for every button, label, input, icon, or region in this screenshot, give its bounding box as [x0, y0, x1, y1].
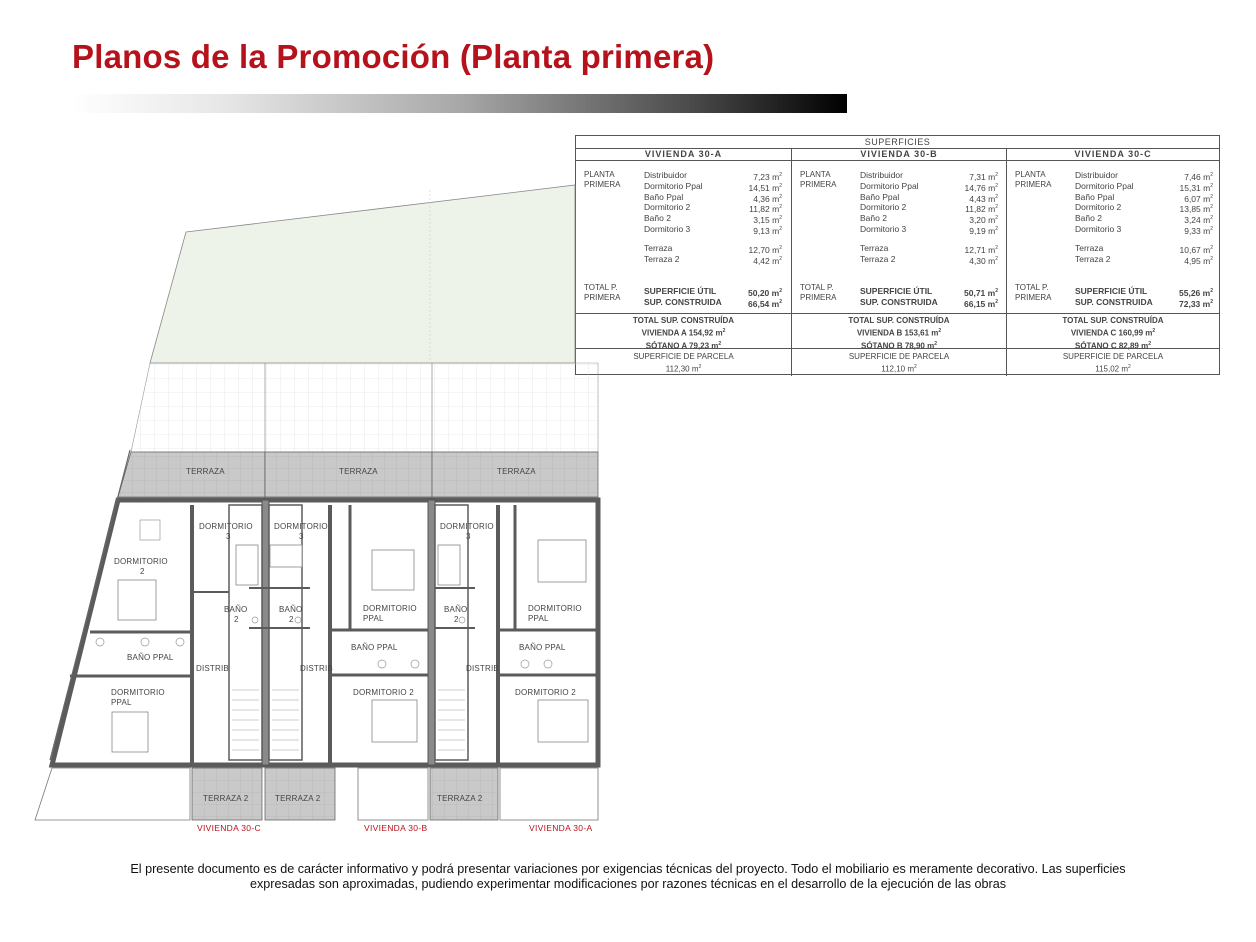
vivienda-c-label: VIVIENDA 30-C [197, 823, 261, 833]
column-title: VIVIENDA 30-B [792, 148, 1006, 161]
parcela-box: SUPERFICIE DE PARCELA 115,02 $m^2$ [1062, 352, 1164, 374]
room-row: Dormitorio 3 9,13 $m^2$ [644, 223, 782, 236]
room-label: PPAL [528, 614, 549, 623]
terraza-label: TERRAZA [339, 467, 378, 476]
room-label: DISTRIB [466, 664, 499, 673]
planta-label: PLANTA PRIMERA [1015, 170, 1052, 189]
garden-area [150, 185, 575, 363]
sums: SUPERFICIE ÚTIL 50,71 $m^2$ SUP. CONSTRUIDA 66,15 $m^2$ [860, 286, 998, 309]
page-title: Planos de la Promoción (Planta primera) [72, 38, 715, 75]
column-title: VIVIENDA 30-C [1007, 148, 1219, 161]
parcela-box: SUPERFICIE DE PARCELA 112,10 $m^2$ [848, 352, 950, 374]
room-label: PPAL [111, 698, 132, 707]
room-label: BAÑO PPAL [127, 653, 174, 662]
room-label: DORMITORIO [114, 557, 168, 566]
total-construida-box: TOTAL SUP. CONSTRUÍDA VIVIENDA A 154,92 $m^2$ SÓTANO A 79,23 $m^2$ [576, 313, 791, 349]
room-label: BAÑO PPAL [351, 643, 398, 652]
room-label: 2 [454, 615, 459, 624]
room-label: 2 [140, 567, 145, 576]
disclaimer-line-2: expresadas son aproximadas, pudiendo experimentar modificaciones por razones técnicas en el desarrollo de la ejecución de las obras [249, 877, 1007, 891]
room-label: DORMITORIO [274, 522, 328, 531]
room-label: 3 [466, 532, 471, 541]
room-row: Baño Ppal 4,36 $m^2$ [644, 191, 782, 204]
terrace-row: Terraza 12,70 $m^2$ [644, 242, 782, 255]
total-label: TOTAL P. PRIMERA [1015, 283, 1052, 302]
room-row: Dormitorio Ppal 15,31 $m^2$ [1075, 180, 1213, 193]
planta-label: PLANTA PRIMERA [584, 170, 621, 189]
room-row: Dormitorio Ppal 14,51 $m^2$ [644, 180, 782, 193]
terrace-row: Terraza 2 4,95 $m^2$ [1075, 253, 1213, 266]
total-label: TOTAL P. PRIMERA [584, 283, 621, 302]
terraza-2-label: TERRAZA 2 [275, 794, 321, 803]
room-label: PPAL [363, 614, 384, 623]
column-title: VIVIENDA 30-A [576, 148, 791, 161]
room-row: Dormitorio Ppal 14,76 $m^2$ [860, 180, 998, 193]
room-label: 2 [289, 615, 294, 624]
room-label: DORMITORIO [199, 522, 253, 531]
room-label: 2 [234, 615, 239, 624]
terraza-2-label: TERRAZA 2 [203, 794, 249, 803]
room-row: Baño Ppal 4,43 $m^2$ [860, 191, 998, 204]
rooms-list [1075, 170, 1213, 264]
room-row: Baño Ppal 6,07 $m^2$ [1075, 191, 1213, 204]
disclaimer [60, 862, 1196, 892]
parcela-box: SUPERFICIE DE PARCELA 112,30 $m^2$ [633, 352, 734, 374]
room-row: Baño 2 3,24 $m^2$ [1075, 213, 1213, 226]
room-label: DORMITORIO [363, 604, 417, 613]
terrace-row: Terraza 10,67 $m^2$ [1075, 242, 1213, 255]
room-row: Distribuidor 7,31 $m^2$ [860, 170, 998, 182]
column-vivienda-30-c [1006, 148, 1219, 376]
room-row: Baño 2 3,20 $m^2$ [860, 213, 998, 226]
vivienda-a-label: VIVIENDA 30-A [529, 823, 593, 833]
title-gradient-bar [72, 94, 847, 113]
terrace-row: Terraza 2 4,42 $m^2$ [644, 253, 782, 266]
sums: SUPERFICIE ÚTIL 55,26 $m^2$ SUP. CONSTRUIDA 72,33 $m^2$ [1075, 286, 1213, 309]
disclaimer-line-1: El presente documento es de carácter informativo y podrá presentar variaciones por exigencias técnicas del proyecto. Todo el mobiliario es meramente decorativo. Las superficies [130, 862, 1126, 876]
room-label: BAÑO [279, 605, 303, 614]
terraza-label: TERRAZA [186, 467, 225, 476]
terraza-label: TERRAZA [497, 467, 536, 476]
room-row: Distribuidor 7,46 $m^2$ [1075, 170, 1213, 182]
room-row: Baño 2 3,15 $m^2$ [644, 213, 782, 226]
surfaces-table [575, 135, 1220, 375]
total-construida-box: TOTAL SUP. CONSTRUÍDA VIVIENDA C 160,99 $m^2$ SÓTANO C 82,89 $m^2$ [1007, 313, 1219, 349]
column-vivienda-30-b [791, 148, 1006, 376]
total-label: TOTAL P. PRIMERA [800, 283, 837, 302]
room-label: BAÑO [224, 605, 248, 614]
room-label: BAÑO PPAL [519, 643, 566, 652]
room-label: DISTRIB [196, 664, 229, 673]
patio-grid [131, 363, 598, 452]
room-label: DORMITORIO 2 [515, 688, 576, 697]
room-row: Dormitorio 2 13,85 $m^2$ [1075, 202, 1213, 215]
room-label: DORMITORIO 2 [353, 688, 414, 697]
room-label: DORMITORIO [111, 688, 165, 697]
room-row: Dormitorio 3 9,33 $m^2$ [1075, 223, 1213, 236]
surfaces-header: SUPERFICIES [576, 136, 1219, 149]
room-label: DORMITORIO [528, 604, 582, 613]
room-label: 3 [299, 532, 304, 541]
terrace-row: Terraza 2 4,30 $m^2$ [860, 253, 998, 266]
room-row: Dormitorio 2 11,82 $m^2$ [860, 202, 998, 215]
room-label: DORMITORIO [440, 522, 494, 531]
rooms-list [644, 170, 782, 264]
terraza-2-label: TERRAZA 2 [437, 794, 483, 803]
floor-plan [0, 150, 620, 850]
room-label: DISTRIB [300, 664, 333, 673]
room-row: Dormitorio 3 9,19 $m^2$ [860, 223, 998, 236]
rooms-list [860, 170, 998, 264]
room-label: BAÑO [444, 605, 468, 614]
room-label: 3 [226, 532, 231, 541]
vivienda-b-label: VIVIENDA 30-B [364, 823, 428, 833]
room-row: Distribuidor 7,23 $m^2$ [644, 170, 782, 182]
planta-label: PLANTA PRIMERA [800, 170, 837, 189]
terrace-row: Terraza 12,71 $m^2$ [860, 242, 998, 255]
total-construida-box: TOTAL SUP. CONSTRUÍDA VIVIENDA B 153,61 $m^2$ SÓTANO B 78,90 $m^2$ [792, 313, 1006, 349]
sums: SUPERFICIE ÚTIL 50,20 $m^2$ SUP. CONSTRUIDA 66,54 $m^2$ [644, 286, 782, 309]
room-row: Dormitorio 2 11,82 $m^2$ [644, 202, 782, 215]
